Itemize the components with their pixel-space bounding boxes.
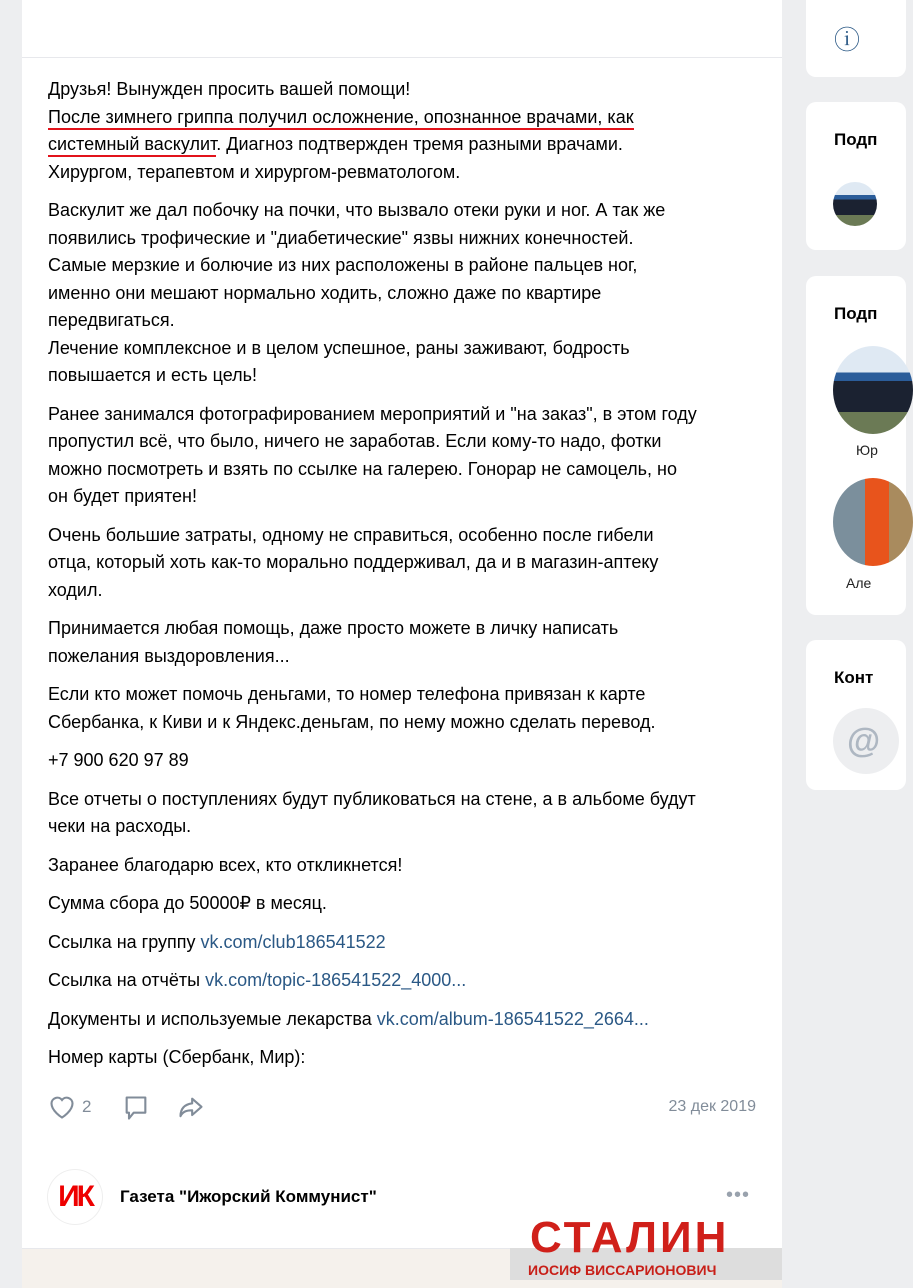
text-line: повышается и есть цель! [48,365,258,385]
contacts-card [806,640,906,790]
link-label: Ссылка на группу [48,931,201,952]
like-button[interactable] [48,1094,91,1120]
post-date[interactable]: 23 дек 2019 [668,1098,756,1115]
paragraph [48,401,697,511]
paragraph: Номер карты (Сбербанк, Мир): [48,1047,306,1067]
post-actions [48,1094,756,1122]
paragraph [48,681,697,736]
text-line: пропустил всё, что было, ничего не заработав. Если кому-то надо, фотки [48,431,662,451]
text-line [48,104,697,132]
group-avatar[interactable]: ИК [48,1170,102,1224]
link-paragraph [48,1006,697,1034]
text-line: Друзья! Вынужден просить вашей помощи! [48,79,411,99]
text-line: отца, который хоть как-то морально поддерживал, да и в магазин-аптеку [48,552,659,572]
paragraph [48,522,697,605]
more-icon[interactable]: ••• [725,1184,750,1206]
text-line: пожелания выздоровления... [48,645,290,666]
text-line: Заранее благодарю всех, кто откликнется! [48,854,403,875]
underlined-text: После зимнего гриппа получил осложнение, опознанное врачами, как [48,107,634,130]
text-line: Сбербанка, к Киви и к Яндекс.деньгам, по нему можно сделать перевод. [48,711,656,732]
paragraph [48,76,697,186]
post-link[interactable]: vk.com/album-186541522_2664... [376,1008,649,1029]
text-line: он будет приятен! [48,486,197,506]
text-line: именно они мешают нормально ходить, сложно даже по квартире [48,282,602,303]
like-count: 2 [82,1097,92,1116]
post-header-area [22,0,782,58]
avatar[interactable] [833,182,877,226]
text-line: Васкулит же дал побочку на почки, что вызвало отеки руки и ног. А так же [48,200,666,220]
link-paragraph [48,967,697,995]
info-card [806,0,906,77]
text-line: Самые мерзкие и болючие из них расположены в районе пальцев ног, [48,255,638,275]
text-line: Все отчеты о поступлениях будут публиковаться на стене, а в альбоме будут [48,788,696,809]
text-line: Сумма сбора до 50000₽ в месяц. [48,893,327,913]
post-link[interactable]: vk.com/club186541522 [200,931,386,952]
text-line: Принимается любая помощь, даже просто можете в личку написать [48,618,619,638]
text-line: чеки на расходы. [48,816,192,836]
subscriptions-title[interactable]: Подп [834,130,878,149]
text: . Диагноз подтвержден тремя разными врачами. [216,134,623,154]
subscribers-title[interactable]: Подп [834,304,878,323]
text-line: Ранее занимался фотографированием мероприятий и "на заказ", в этом году [48,403,697,424]
paragraph [48,747,697,775]
text-line: +7 900 620 97 89 [48,750,189,770]
text-line: Лечение комплексное и в целом успешное, раны заживают, бодрость [48,337,630,358]
subscriptions-card [806,102,906,250]
paragraph [48,615,697,670]
paragraph [48,786,697,841]
link-paragraph [48,929,697,957]
text-line: Очень большие затраты, одному не справиться, особенно после гибели [48,524,654,545]
info-icon[interactable]: ⓘ [834,25,861,55]
comment-button[interactable] [122,1094,150,1122]
friend-name[interactable]: Але [846,575,872,591]
text-line: ходил. [48,579,103,600]
next-post-image-2[interactable] [510,1213,782,1280]
text-line: Если кто может помочь деньгами, то номер телефона привязан к карте [48,684,646,704]
avatar[interactable] [833,478,913,566]
text-line [48,131,697,159]
text-line: можно посмотреть и взять по ссылке на галерею. Гонорар не самоцель, но [48,458,677,479]
contact-icon[interactable]: @ [833,708,899,774]
group-name[interactable]: Газета "Ижорский Коммунист" [120,1187,377,1206]
underlined-text: системный васкулит [48,134,216,157]
subscribers-card [806,276,906,615]
post-link[interactable]: vk.com/topic-186541522_4000... [205,970,467,990]
comment-icon [122,1094,150,1122]
share-button[interactable] [176,1094,206,1122]
paragraph [48,197,697,390]
contacts-title[interactable]: Конт [834,668,874,687]
post-text [48,76,697,1083]
text-line: передвигаться. [48,310,175,330]
paragraph [48,852,697,880]
text-line: появились трофические и "диабетические" язвы нижних конечностей. [48,227,634,248]
paragraph [48,890,697,918]
heart-icon [48,1094,76,1120]
friend-name[interactable]: Юр [856,442,878,458]
text-line: Хирургом, терапевтом и хирургом-ревматологом. [48,161,461,182]
link-label: Ссылка на отчёты [48,970,206,990]
image-subtitle: ИОСИФ ВИССАРИОНОВИЧ [528,1262,717,1278]
avatar[interactable] [833,346,913,434]
image-title: СТАЛИН [530,1213,730,1262]
share-icon [176,1094,206,1122]
link-label: Документы и используемые лекарства [48,1008,377,1029]
